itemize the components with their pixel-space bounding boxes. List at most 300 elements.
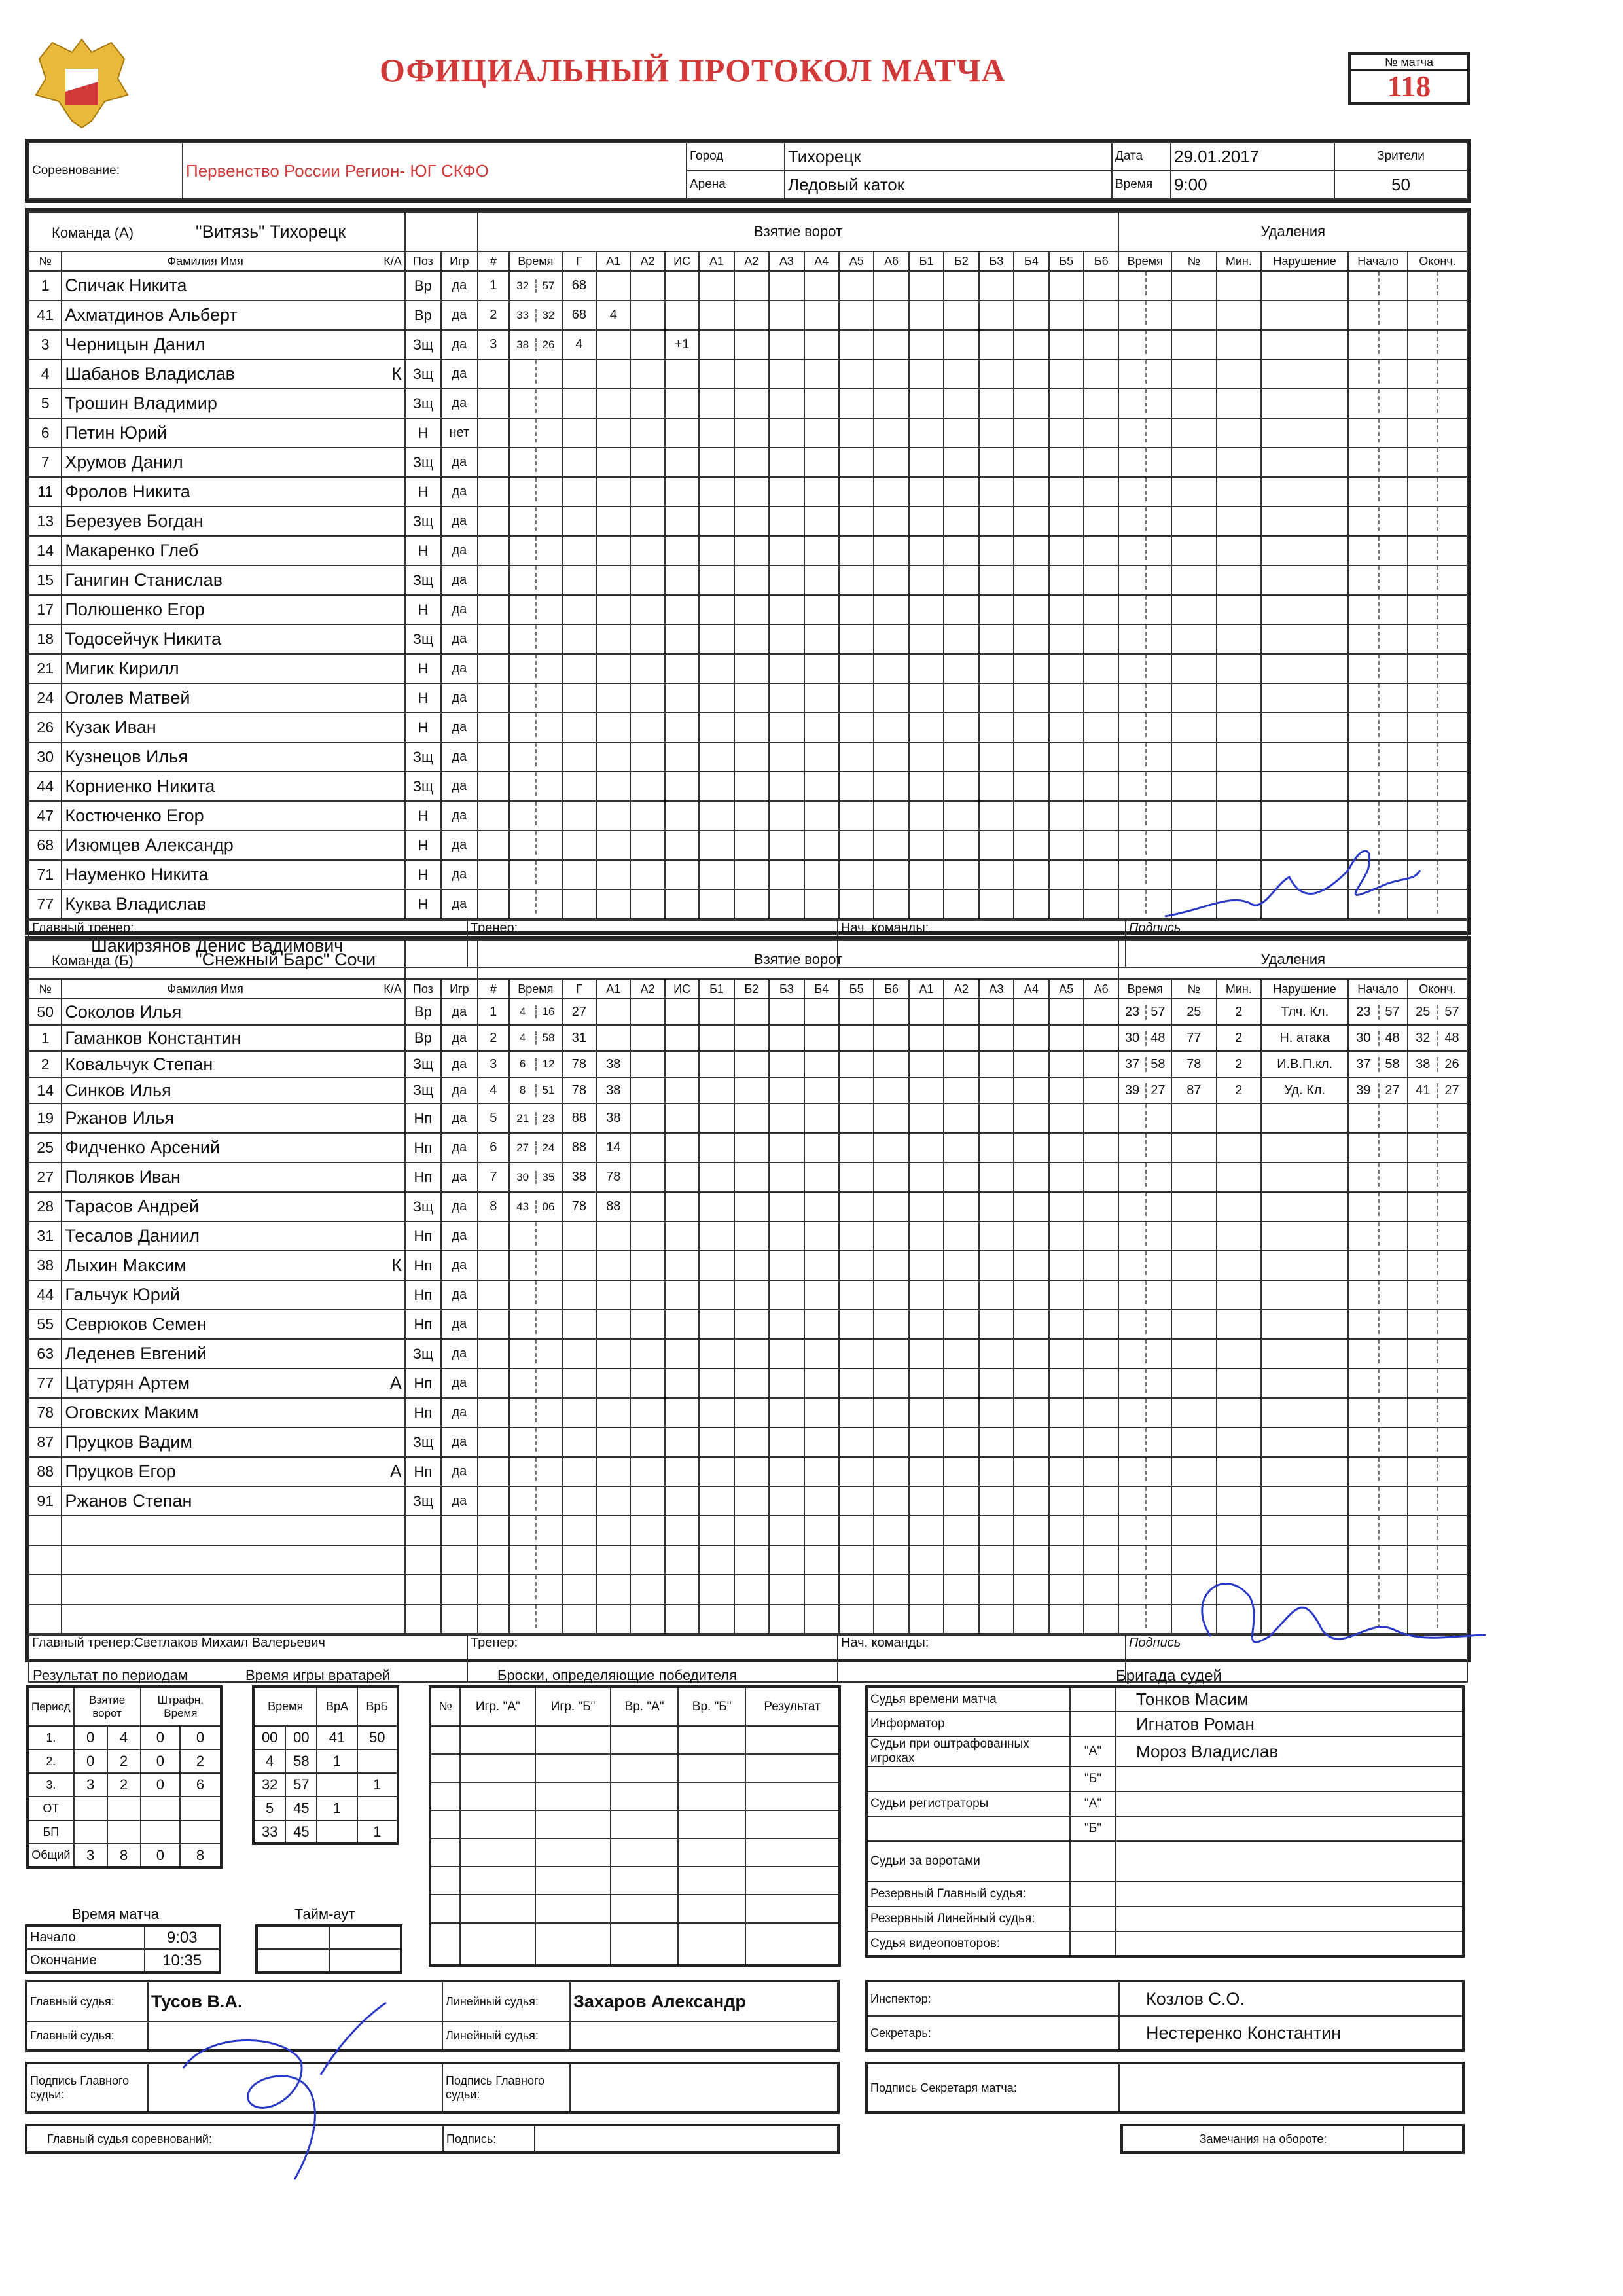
player-number: 1	[29, 1025, 62, 1051]
col-goal-8: А3	[979, 979, 1014, 999]
goalie-second: 58	[285, 1749, 317, 1773]
player-position: Вр	[405, 300, 441, 330]
penalty-player: 77	[1171, 1025, 1217, 1051]
penalty-second: 58	[1150, 1056, 1166, 1071]
document-title: ОФИЦИАЛЬНЫЙ ПРОТОКОЛ МАТЧА	[380, 52, 1006, 88]
player-number: 6	[29, 418, 62, 448]
signature-table	[25, 2062, 840, 2114]
player-number: 24	[29, 683, 62, 713]
goal-is	[665, 1025, 699, 1051]
col-hash: #	[478, 251, 509, 271]
col-start: Начало	[1348, 251, 1408, 271]
penalty-start-sec: 27	[1385, 1083, 1400, 1098]
col-goal-0: Б1	[699, 979, 734, 999]
competition-value: Первенство России Регион- ЮГ СКФО	[183, 143, 687, 199]
goal-g: 78	[562, 1077, 596, 1103]
player-position: Вр	[405, 999, 441, 1025]
player-position: Нп	[405, 1398, 441, 1427]
goals-header: Взятие ворот	[478, 212, 1119, 251]
col-min: Мин.	[1217, 979, 1262, 999]
player-played: да	[441, 1398, 477, 1427]
arena-label: Арена	[687, 170, 785, 199]
goal-g: 88	[562, 1103, 596, 1133]
player-played	[441, 1604, 477, 1634]
head-coach-label: Главный тренер:	[32, 921, 134, 935]
col-end: Оконч.	[1408, 251, 1467, 271]
goal-minute: 43	[510, 1200, 537, 1213]
team-b-table	[28, 939, 1468, 1634]
brigade-value: Игнатов Роман	[1116, 1712, 1463, 1736]
player-number: 26	[29, 713, 62, 742]
player-name: Макаренко Глеб	[65, 541, 199, 560]
col-hash: #	[478, 979, 509, 999]
col-goal-9: А4	[1014, 979, 1048, 999]
player-name: Леденев Евгений	[65, 1344, 207, 1363]
goal-is	[665, 300, 699, 330]
player-number: 50	[29, 999, 62, 1025]
player-name: Гальчук Юрий	[65, 1285, 180, 1304]
match-start: 9:03	[145, 1926, 220, 1949]
goal-minute: 8	[510, 1084, 537, 1097]
goal-a1	[596, 999, 630, 1025]
brigade-value	[1116, 1907, 1463, 1931]
results-gb	[107, 1797, 141, 1820]
goalie-row	[253, 1797, 398, 1820]
brigade-value	[1116, 1767, 1463, 1791]
goal-g: 31	[562, 1025, 596, 1051]
team-a-label: Команда (А)	[52, 224, 134, 241]
player-number: 19	[29, 1103, 62, 1133]
penalty-violation: Уд. Кл.	[1261, 1077, 1348, 1103]
col-name: Фамилия Имя	[167, 254, 243, 268]
team-b-section	[25, 936, 1471, 1662]
brigade-tag	[1070, 1712, 1116, 1736]
goalie-b: 1	[357, 1773, 398, 1797]
goal-is	[665, 1103, 699, 1133]
player-row	[29, 595, 1467, 624]
brigade-value	[1116, 1791, 1463, 1816]
player-name: Фидченко Арсений	[65, 1138, 221, 1157]
signature-team-b	[1171, 1558, 1499, 1676]
match-time-title: Время матча	[72, 1906, 159, 1922]
player-position: Н	[405, 713, 441, 742]
sig-secretary-label: Подпись Секретаря матча:	[866, 2063, 1119, 2113]
player-position: Нп	[405, 1369, 441, 1398]
player-played: да	[441, 565, 477, 595]
player-played: да	[441, 831, 477, 860]
player-number	[29, 1545, 62, 1575]
brigade-tag: "Б"	[1070, 1767, 1116, 1791]
results-pa: 0	[141, 1726, 180, 1749]
results-row	[27, 1773, 221, 1797]
goalie-b	[357, 1749, 398, 1773]
player-number: 91	[29, 1486, 62, 1516]
col-goal-4: Б5	[839, 979, 874, 999]
penalty-minutes: 2	[1217, 1025, 1262, 1051]
brigade-row	[866, 1736, 1463, 1767]
player-played: да	[441, 1133, 477, 1162]
player-played: да	[441, 772, 477, 801]
goalie-b: 50	[357, 1726, 398, 1749]
signature-team-a	[1152, 831, 1427, 936]
brigade-label: Судья видеоповторов:	[866, 1931, 1070, 1956]
goal-g: 38	[562, 1162, 596, 1192]
player-played: да	[441, 1221, 477, 1251]
player-position: Зщ	[405, 565, 441, 595]
brigade-tag: "А"	[1070, 1736, 1116, 1767]
match-number: 118	[1387, 69, 1431, 103]
player-number: 18	[29, 624, 62, 654]
results-ga: 3	[74, 1844, 107, 1867]
penalty-end-sec: 57	[1444, 1004, 1459, 1019]
player-row	[29, 1051, 1467, 1077]
player-number: 11	[29, 477, 62, 507]
col-a1: А1	[596, 979, 630, 999]
col-viol: Нарушение	[1261, 251, 1348, 271]
team-chief-label: Нач. команды:	[838, 920, 1126, 967]
shootout-title: Броски, определяющие победителя	[497, 1667, 737, 1683]
player-position	[405, 1516, 441, 1545]
brigade-row	[866, 1687, 1463, 1712]
brigade-row	[866, 1712, 1463, 1736]
player-name: Тодосейчук Никита	[65, 629, 222, 649]
player-played: да	[441, 1427, 477, 1457]
goalies-table	[252, 1685, 399, 1845]
brigade-row	[866, 1931, 1463, 1956]
player-position: Н	[405, 860, 441, 889]
goalie-a	[317, 1820, 357, 1844]
results-gb: 8	[107, 1844, 141, 1867]
goal-minute: 32	[510, 279, 537, 293]
results-row	[27, 1820, 221, 1844]
player-name: Куква Владислав	[65, 894, 207, 914]
goal-is	[665, 1133, 699, 1162]
player-row	[29, 477, 1467, 507]
player-number: 31	[29, 1221, 62, 1251]
player-number: 78	[29, 1398, 62, 1427]
col-goal-1: А2	[734, 251, 769, 271]
player-row	[29, 507, 1467, 536]
player-row	[29, 1310, 1467, 1339]
goal-g: 4	[562, 330, 596, 359]
goalies-time-header: Время	[253, 1687, 317, 1726]
brigade-row	[866, 1907, 1463, 1931]
goal-a1: 88	[596, 1192, 630, 1221]
col-goal-6: Б1	[909, 251, 944, 271]
penalty-violation: И.В.П.кл.	[1261, 1051, 1348, 1077]
goalie-a: 1	[317, 1797, 357, 1820]
player-position: Нп	[405, 1280, 441, 1310]
player-name: Фролов Никита	[65, 482, 190, 501]
results-ga	[74, 1797, 107, 1820]
col-g: Г	[562, 251, 596, 271]
player-number: 1	[29, 271, 62, 300]
goalies-b-header: ВрБ	[357, 1687, 398, 1726]
col-ptime: Время	[1118, 251, 1171, 271]
player-row	[29, 1133, 1467, 1162]
inspector-label: Инспектор:	[866, 1981, 1119, 2016]
team-a-section	[25, 208, 1471, 956]
goal-g: 78	[562, 1051, 596, 1077]
player-number: 27	[29, 1162, 62, 1192]
brigade-row	[866, 1882, 1463, 1907]
player-played: да	[441, 389, 477, 418]
goal-is	[665, 271, 699, 300]
player-name: Изюмцев Александр	[65, 835, 234, 855]
chief-referee-table	[25, 2124, 840, 2154]
player-played: да	[441, 536, 477, 565]
col-g: Г	[562, 979, 596, 999]
player-row	[29, 1025, 1467, 1051]
player-number: 14	[29, 536, 62, 565]
brigade-label: Судьи за воротами	[866, 1841, 1070, 1882]
shootout-header: Игр. "А"	[460, 1687, 535, 1726]
player-position: Зщ	[405, 1192, 441, 1221]
main-referee-label: Главный судья:	[26, 1981, 148, 2022]
period: Общий	[27, 1844, 74, 1867]
goal-number: 6	[478, 1133, 509, 1162]
player-ka: К	[391, 364, 402, 384]
goal-a1: 78	[596, 1162, 630, 1192]
penalty-violation: Тлч. Кл.	[1261, 999, 1348, 1025]
player-ka: К	[391, 1255, 402, 1275]
player-position: Н	[405, 889, 441, 919]
brigade-tag	[1070, 1907, 1116, 1931]
player-played: да	[441, 1457, 477, 1486]
results-pa	[141, 1820, 180, 1844]
player-number: 47	[29, 801, 62, 831]
goal-is	[665, 1051, 699, 1077]
goal-second: 24	[542, 1141, 555, 1154]
player-name: Севрюков Семен	[65, 1314, 207, 1334]
brigade-label: Резервный Главный судья:	[866, 1882, 1070, 1907]
results-pb: 0	[180, 1726, 221, 1749]
team-a-head-coach: Шакирзянов Денис Вадимович	[91, 936, 344, 956]
player-played: да	[441, 742, 477, 772]
goal-minute: 30	[510, 1171, 537, 1184]
goal-is	[665, 1077, 699, 1103]
player-number	[29, 1575, 62, 1604]
player-number: 28	[29, 1192, 62, 1221]
player-name: Тесалов Даниил	[65, 1226, 200, 1246]
penalty-minutes: 2	[1217, 1051, 1262, 1077]
col-gtime: Время	[509, 251, 562, 271]
goalie-a: 41	[317, 1726, 357, 1749]
penalty-second: 27	[1150, 1083, 1166, 1098]
brigade-row	[866, 1791, 1463, 1816]
player-row	[29, 271, 1467, 300]
player-number: 44	[29, 1280, 62, 1310]
time-value: 9:00	[1171, 170, 1334, 199]
player-name: Полюшенко Егор	[65, 600, 205, 619]
player-played	[441, 1575, 477, 1604]
goalie-minute: 5	[253, 1797, 285, 1820]
penalty-end-min: 38	[1408, 1057, 1439, 1072]
player-position: Зщ	[405, 359, 441, 389]
col-goal-9: Б4	[1014, 251, 1048, 271]
goal-a2	[630, 1077, 664, 1103]
results-ga	[74, 1820, 107, 1844]
player-played: да	[441, 1051, 477, 1077]
timeout-table	[255, 1924, 402, 1974]
player-row	[29, 1221, 1467, 1251]
player-row	[29, 1251, 1467, 1280]
penalty-start-sec: 57	[1385, 1004, 1400, 1019]
col-goal-8: Б3	[979, 251, 1014, 271]
goal-second: 16	[542, 1005, 555, 1018]
player-name: Соколов Илья	[65, 1001, 182, 1022]
col-end: Оконч.	[1408, 979, 1467, 999]
goal-number: 2	[478, 1025, 509, 1051]
player-position: Зщ	[405, 742, 441, 772]
penalty-start-min: 23	[1349, 1005, 1379, 1020]
col-pno: №	[1171, 979, 1217, 999]
player-row	[29, 1077, 1467, 1103]
col-goal-6: А1	[909, 979, 944, 999]
player-number: 5	[29, 389, 62, 418]
penalty-player: 78	[1171, 1051, 1217, 1077]
results-pa: 0	[141, 1749, 180, 1773]
goal-a2	[630, 330, 664, 359]
penalty-player: 25	[1171, 999, 1217, 1025]
player-position: Нп	[405, 1133, 441, 1162]
coach-label: Тренер:	[467, 1635, 838, 1682]
results-title: Результат по периодам	[33, 1667, 188, 1683]
goalie-a	[317, 1773, 357, 1797]
col-goal-4: А5	[839, 251, 874, 271]
goal-minute: 38	[510, 338, 537, 351]
player-ka: А	[389, 1373, 402, 1393]
goalie-row	[253, 1749, 398, 1773]
player-name: Трошин Владимир	[65, 393, 217, 413]
player-position: Вр	[405, 1025, 441, 1051]
signature-label: Подпись	[1126, 920, 1467, 967]
date-label: Дата	[1112, 143, 1171, 170]
penalty-end-min: 41	[1408, 1083, 1439, 1098]
penalty-minute: 30	[1119, 1031, 1146, 1046]
player-row	[29, 1162, 1467, 1192]
goal-number: 8	[478, 1192, 509, 1221]
player-played: да	[441, 999, 477, 1025]
player-row	[29, 359, 1467, 389]
brigade-label: Судьи регистраторы	[866, 1791, 1070, 1816]
penalty-minute: 37	[1119, 1057, 1146, 1072]
penalty-end-sec: 48	[1444, 1030, 1459, 1045]
period: БП	[27, 1820, 74, 1844]
brigade-label: Информатор	[866, 1712, 1070, 1736]
goal-a1: 38	[596, 1051, 630, 1077]
player-name: Гаманков Константин	[65, 1028, 241, 1048]
arena-value: Ледовый каток	[785, 170, 1112, 199]
player-number: 77	[29, 1369, 62, 1398]
penalty-player: 87	[1171, 1077, 1217, 1103]
main-referee-2-label: Главный судья:	[26, 2022, 148, 2051]
goal-number: 2	[478, 300, 509, 330]
col-play: Игр	[441, 979, 477, 999]
sig-main-label: Подпись Главного судьи:	[26, 2063, 148, 2113]
match-number-label: № матча	[1351, 55, 1467, 71]
brigade-tag	[1070, 1882, 1116, 1907]
player-played: да	[441, 889, 477, 919]
player-played: да	[441, 860, 477, 889]
goal-second: 12	[542, 1058, 555, 1070]
penalty-violation: Н. атака	[1261, 1025, 1348, 1051]
player-name: Поляков Иван	[65, 1167, 181, 1187]
goal-minute: 4	[510, 1031, 537, 1045]
period: 1.	[27, 1726, 74, 1749]
results-row	[27, 1797, 221, 1820]
penalty-end-min: 32	[1408, 1031, 1439, 1046]
col-goal-11: А6	[1084, 979, 1118, 999]
player-played: да	[441, 1369, 477, 1398]
player-played: да	[441, 1162, 477, 1192]
match-number-box	[1348, 52, 1470, 105]
brigade-value	[1116, 1816, 1463, 1841]
signature-main-referee	[170, 1990, 419, 2186]
player-row	[29, 801, 1467, 831]
player-row	[29, 330, 1467, 359]
goal-a2	[630, 1162, 664, 1192]
goalie-row	[253, 1773, 398, 1797]
brigade-tag	[1070, 1841, 1116, 1882]
brigade-tag: "А"	[1070, 1791, 1116, 1816]
goal-minute: 6	[510, 1058, 537, 1071]
col-goal-7: А2	[944, 979, 978, 999]
col-is: ИС	[665, 979, 699, 999]
emblem-logo	[26, 33, 137, 131]
goalie-row	[253, 1820, 398, 1844]
player-number: 41	[29, 300, 62, 330]
brigade-title: Бригада судей	[1116, 1667, 1222, 1685]
col-goal-7: Б2	[944, 251, 978, 271]
shootout-header: Вр. "А"	[611, 1687, 678, 1726]
brigade-value	[1116, 1882, 1463, 1907]
player-number: 17	[29, 595, 62, 624]
goal-a1: 4	[596, 300, 630, 330]
player-position: Нп	[405, 1457, 441, 1486]
secretary-signature-table	[865, 2062, 1465, 2114]
brigade-label	[866, 1767, 1070, 1791]
penalty-end-sec: 27	[1444, 1083, 1459, 1098]
player-position	[405, 1575, 441, 1604]
player-position: Нп	[405, 1103, 441, 1133]
goal-number: 5	[478, 1103, 509, 1133]
player-row	[29, 536, 1467, 565]
results-pa: 0	[141, 1773, 180, 1797]
player-name: Хрумов Данил	[65, 452, 183, 472]
player-name: Пруцков Егор	[65, 1462, 176, 1481]
goal-a2	[630, 1133, 664, 1162]
col-a2: А2	[630, 251, 664, 271]
period: ОТ	[27, 1797, 74, 1820]
player-number: 21	[29, 654, 62, 683]
brigade-row	[866, 1767, 1463, 1791]
city-label: Город	[687, 143, 785, 170]
shootout-header: Вр. "Б"	[678, 1687, 745, 1726]
penalties-header: Удаления	[1118, 940, 1467, 979]
goalie-row	[253, 1726, 398, 1749]
player-row	[29, 772, 1467, 801]
player-played: да	[441, 271, 477, 300]
col-no: №	[29, 251, 62, 271]
player-position: Зщ	[405, 772, 441, 801]
col-goal-0: А1	[699, 251, 734, 271]
match-end-label: Окончание	[26, 1949, 145, 1973]
player-played: да	[441, 1486, 477, 1516]
remarks-label: Замечания на обороте:	[1122, 2125, 1404, 2153]
penalty-minutes: 2	[1217, 1077, 1262, 1103]
player-position: Зщ	[405, 1486, 441, 1516]
